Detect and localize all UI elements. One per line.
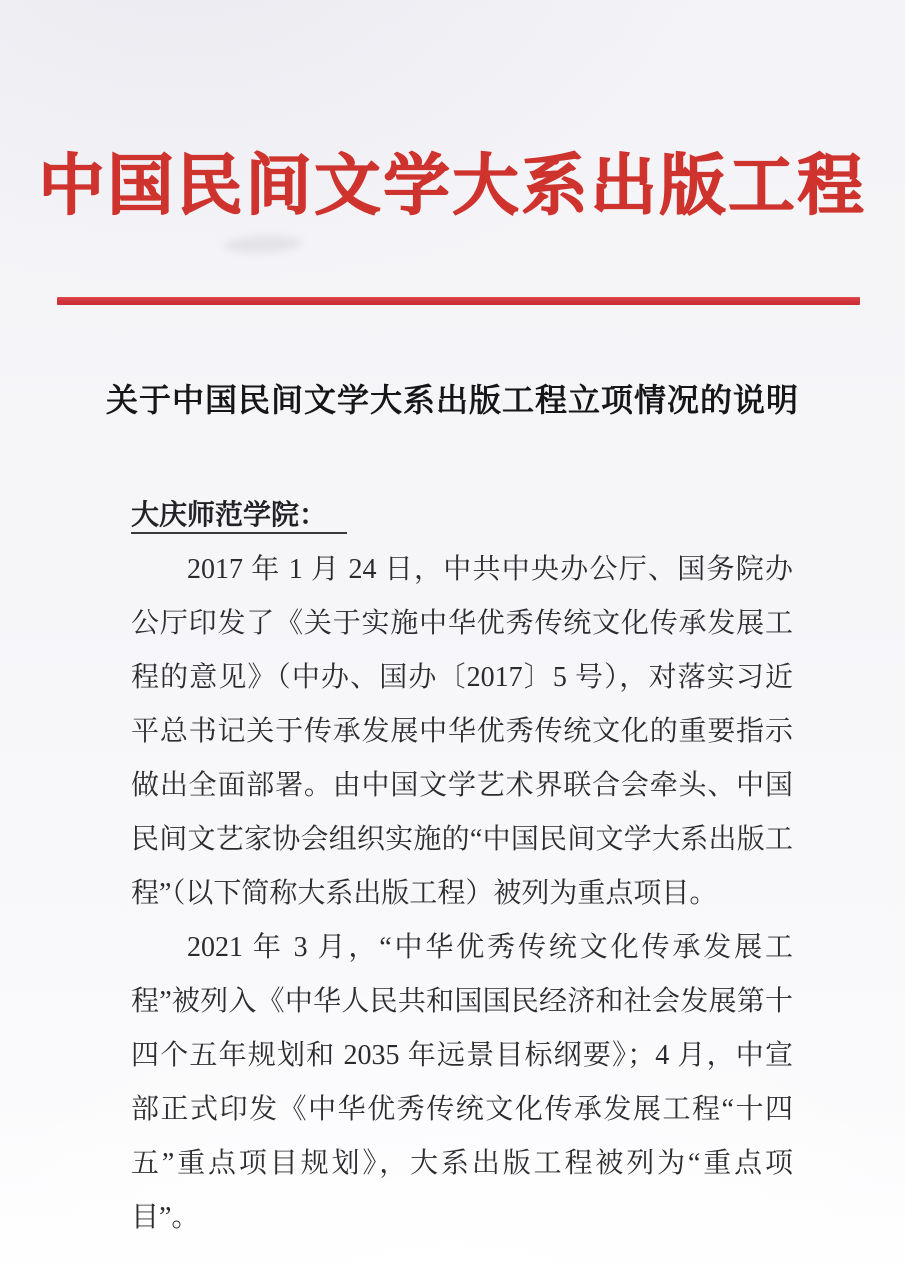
- document-body: [131, 489, 793, 1245]
- masthead-rule: [57, 297, 860, 305]
- salutation: [131, 489, 793, 543]
- masthead-title: 中国民间文学大系出版工程: [38, 150, 867, 223]
- salutation-text: 大庆师范学院：: [131, 500, 347, 534]
- paragraph-1: 2017 年 1 月 24 日，中共中央办公厅、国务院办公厅印发了《关于实施中华优秀传统文化传承发展工程的意见》（中办、国办〔2017〕5 号），对落实习近平总书记关于传承发展中华优秀传统文化的重要指示做出全面部署。由中国文学艺术界联合会牵头、中国民间文艺家协会组织实施的“中国民间文学大系出版工程”（以下简称大系出版工程）被列为重点项目。: [131, 554, 793, 909]
- document-title: 关于中国民间文学大系出版工程立项情况的说明: [105, 382, 799, 418]
- ink-smudge: [224, 235, 303, 255]
- paragraph-2: 2021 年 3 月，“中华优秀传统文化传承发展工程”被列入《中华人民共和国国民经济和社会发展第十四个五年规划和 2035 年远景目标纲要》；4 月，中宣部正式印发《中华优秀传统文化传承发展工程“十四五”重点项目规划》，大系出版工程被列为“重点项目”。: [131, 932, 793, 1233]
